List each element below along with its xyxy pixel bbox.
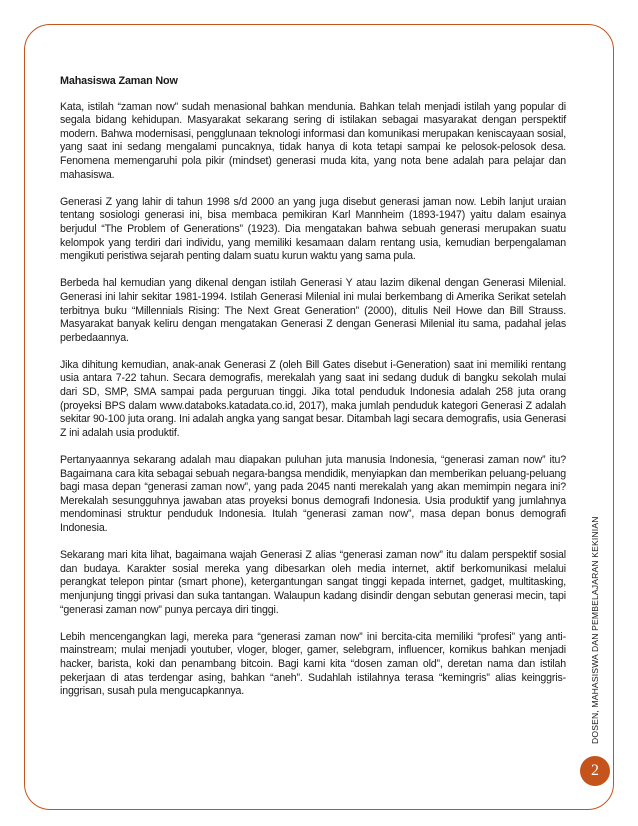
- running-header-vertical: [586, 258, 600, 744]
- paragraph-3: Berbeda hal kemudian yang dikenal dengan istilah Generasi Y atau lazim dikenal dengan Generasi Milenial. Generasi ini lahir sekitar 1981-1994. Istilah Generasi Milenial ini mulai berkembang di Amerika Serikat setelah terbitnya buku “Millennials Rising: The Next Great Generation” (2000), ditulis Neil Howe dan Bill Strauss. Masyarakat banyak keliru dengan mengatakan Generasi Z dengan Generasi Milenial itu sama, padahal jelas perbedaannya.: [60, 277, 566, 344]
- running-header-text: DOSEN, MAHASISWA DAN PEMBELAJARAN KEKINIAN: [590, 516, 600, 744]
- paragraph-6: Sekarang mari kita lihat, bagaimana wajah Generasi Z alias “generasi zaman now” itu dalam perspektif sosial dan budaya. Karakter sosial mereka yang dibesarkan oleh media internet, aktif berkomunikasi melalui perangkat telepon pintar (smart phone), ketergantungan sangat tinggi kepada internet, gadget, multitasking, menjunjung tinggi privasi dan suka tantangan. Walaupun kadang disindir dengan sebutan generasi mecin, tapi “generasi zaman now” punya percaya diri tinggi.: [60, 549, 566, 616]
- document-body: [60, 75, 566, 712]
- page-number-badge: [580, 756, 610, 786]
- paragraph-2: Generasi Z yang lahir di tahun 1998 s/d 2000 an yang juga disebut generasi jaman now. Lebih lanjut uraian tentang sosiologi generasi ini, bisa membaca pemikiran Karl Mannheim (1893-1947) yaitu dalam esainya berjudul “The Problem of Generations” (1923). Dia mengatakan bahwa sebuah generasi merupakan suatu kelompok yang terdiri dari individu, yang memiliki kesamaan dalam rentang usia, kemudian berpengalaman mengikuti peristiwa sejarah penting dalam suatu kurun waktu yang sama pula.: [60, 195, 566, 263]
- document-title: Mahasiswa Zaman Now: [60, 75, 178, 87]
- paragraph-1: Kata, istilah “zaman now” sudah menasional bahkan mendunia. Bahkan telah menjadi istilah yang popular di segala bidang kehidupan. Masyarakat sekarang sering di istilakan sebagai masyarakat dengan perspektif modern. Bahwa modernisasi, pengglunaan teknologi informasi dan komunikasi merupakan keniscayaan sosial, yang saat ini sedang mengalami puncaknya, tidak hanya di kota tetapi sampai ke pelosok-pelosok desa. Fenomena memengaruhi pola pikir (mindset) generasi muda kita, yang nota bene adalah para pelajar dan mahasiswa.: [60, 100, 566, 181]
- paragraph-7: Lebih mencengangkan lagi, mereka para “generasi zaman now” ini bercita-cita memiliki “profesi” yang anti-mainstream; mulai menjadi youtuber, vloger, bloger, gamer, selebgram, influencer, komikus bahkan menjadi hacker, barista, koki dan penambang bitcoin. Bagi kami kita “dosen zaman old”, deretan nama dan istilah pekerjaan di atas terdengar asing, bahkan “aneh”. Sudahlah istilahnya terasa “kemingris” alias keinggris-inggrisan, susah pula mengucapkannya.: [60, 630, 566, 698]
- paragraph-4: Jika dihitung kemudian, anak-anak Generasi Z (oleh Bill Gates disebut i-Generation) saat ini memiliki rentang usia antara 7-22 tahun. Secara demografis, merekalah yang saat ini sedang duduk di bangku sekolah mulai dari SD, SMP, SMA sampai pada perguruan tinggi. Jika total penduduk Indonesia adalah 258 juta orang (proyeksi BPS dalam www.databoks.katadata.co.id, 2017), maka jumlah penduduk kategori Generasi Z adalah sekitar 90-100 juta orang. Ini adalah angka yang sangat besar. Ditambah lagi secara demografis, usia Generasi Z ini adalah usia produktif.: [60, 358, 567, 439]
- page-number: 2: [591, 762, 599, 779]
- paragraph-5: Pertanyaannya sekarang adalah mau diapakan puluhan juta manusia Indonesia, “generasi zaman now” itu? Bagaimana cara kita sebagai sebuah negara-bangsa mendidik, menyiapkan dan memberikan peluang-peluang bagi masa depan “generasi zaman now”, yang pada 2045 nanti merekalah yang akan memimpin negara ini? Merekalah sesungguhnya jawaban atas proyeksi bonus demografi Indonesia. Usia produktif yang jumlahnya mendominasi struktur penduduk Indonesia. Itulah “generasi zaman now”, masa depan bonus demografi Indonesia.: [60, 454, 566, 534]
